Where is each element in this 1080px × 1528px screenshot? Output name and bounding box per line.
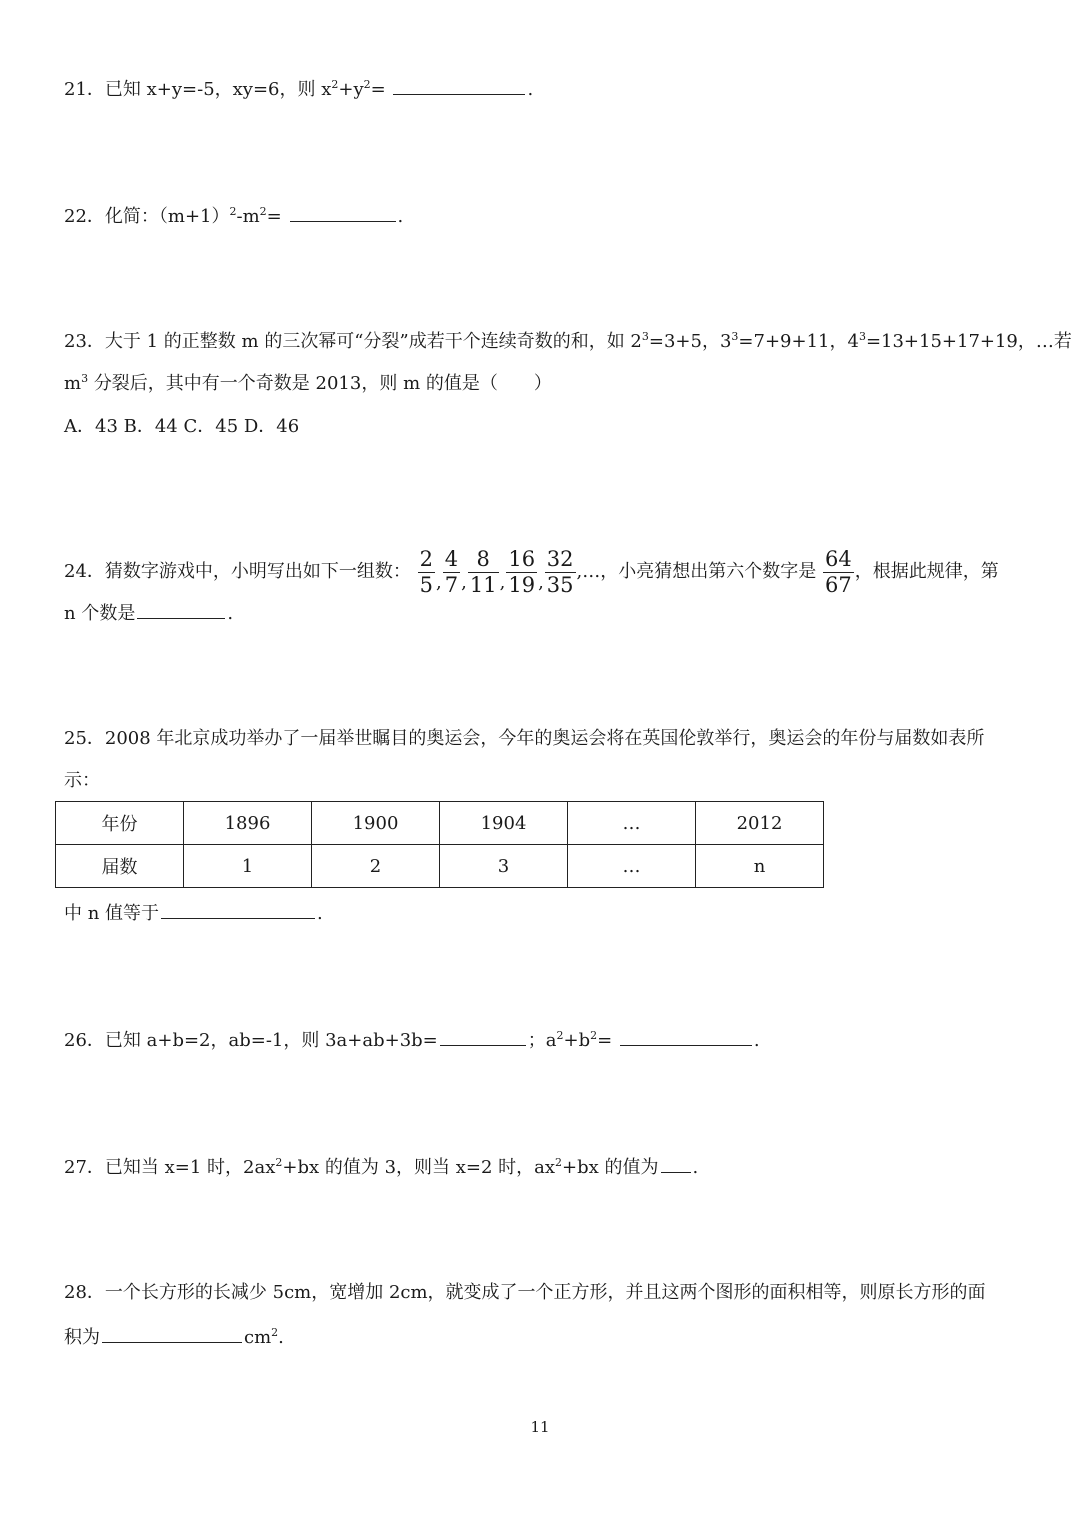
question-22 (64, 203, 403, 229)
table-cell: … (568, 845, 696, 888)
question-text: 大于 1 的正整数 m 的三次幂可“分裂”成若干个连续奇数的和，如 2 (104, 331, 642, 352)
superscript: 3 (641, 330, 649, 343)
question-text: ，根据此规律，第 (854, 561, 999, 582)
question-23 (64, 330, 1072, 354)
table-row (56, 845, 824, 888)
denominator: 7 (444, 572, 459, 597)
question-text: +b (563, 1030, 591, 1051)
sixth-fraction (823, 547, 854, 598)
fraction (545, 547, 576, 598)
superscript: 2 (275, 1156, 283, 1169)
olympics-table (55, 801, 824, 888)
question-25 (64, 727, 984, 751)
question-23-options: A．43 B．44 C．45 D．46 (64, 416, 300, 437)
question-28-line-2 (64, 1324, 284, 1350)
table-row (56, 802, 824, 845)
table-cell: 年份 (56, 802, 184, 845)
question-text: = (266, 206, 282, 227)
superscript: 2 (331, 78, 339, 91)
question-text: 已知 a+b=2，ab=-1，则 3a+ab+3b= (104, 1030, 438, 1051)
table-cell: … (568, 802, 696, 845)
superscript: 2 (271, 1326, 279, 1339)
question-number: 27． (64, 1157, 105, 1178)
numerator: 2 (419, 546, 434, 571)
question-number: 26． (64, 1030, 105, 1051)
period: . (317, 903, 323, 924)
period: . (527, 79, 534, 100)
answer-blank[interactable] (440, 1027, 526, 1046)
question-text: = (597, 1030, 613, 1051)
answer-blank[interactable] (393, 76, 525, 95)
question-text: 已知当 x=1 时，2ax (104, 1157, 276, 1178)
answer-blank[interactable] (620, 1027, 752, 1046)
question-text: n 个数是 (64, 603, 136, 624)
question-text: 中 n 值等于 (64, 903, 160, 924)
question-text: =3+5，3 (648, 331, 732, 352)
table-cell: 1904 (440, 802, 568, 845)
question-text: 已知 x+y=-5，xy=6，则 x (104, 79, 332, 100)
question-text: -m (236, 206, 260, 227)
superscript: 2 (556, 1029, 564, 1042)
superscript: 2 (555, 1156, 563, 1169)
answer-blank[interactable] (661, 1154, 691, 1173)
period: . (692, 1157, 699, 1178)
fraction (443, 547, 460, 598)
ellipsis: ,…， (576, 561, 619, 582)
superscript: 2 (259, 205, 267, 218)
answer-blank[interactable] (102, 1324, 242, 1343)
question-text: 积为 (64, 1327, 100, 1348)
denominator: 35 (546, 572, 574, 597)
question-21 (64, 76, 533, 102)
page-number: 11 (530, 1418, 550, 1436)
question-text: 化简：（m+1） (104, 206, 230, 227)
question-text: =13+15+17+19，…若 (865, 331, 1072, 352)
period: . (397, 206, 404, 227)
period: . (753, 1030, 760, 1051)
superscript: 2 (229, 205, 237, 218)
question-text: 2008 年北京成功举办了一届举世瞩目的奥运会，今年的奥运会将在英国伦敦举行，奥运会的年份与届数如表所 (104, 728, 985, 749)
question-27 (64, 1154, 698, 1180)
question-text: 分裂后，其中有一个奇数是 2013，则 m 的值是（ ） (93, 373, 552, 394)
fraction (468, 547, 499, 598)
question-25-line-2: 示： (64, 770, 100, 791)
question-text: +y (338, 79, 364, 100)
question-number: 21． (64, 79, 105, 100)
denominator: 67 (825, 572, 852, 597)
period: . (278, 1327, 284, 1348)
question-24: 24．猜数字游戏中，小明写出如下一组数： $\frac{2}{5}$ , $\frac{4}{7}$ , $\frac{8}{11}$ , $\frac{16}{19}$ , $\frac{32}{35}$ ,…，小亮猜想出第六个数字是 $\frac{64}{67}$ ，根据此规律，第 (64, 546, 999, 597)
question-text: 猜数字游戏中，小明写出如下一组数： (104, 561, 411, 582)
superscript: 3 (858, 330, 866, 343)
numerator: 16 (508, 546, 536, 571)
numerator: 4 (444, 546, 459, 571)
question-28 (64, 1281, 986, 1305)
question-25-after-table (64, 900, 323, 926)
fraction (418, 547, 435, 598)
denominator: 11 (469, 572, 497, 597)
question-text: 一个长方形的长减少 5cm，宽增加 2cm，就变成了一个正方形，并且这两个图形的面积相等，则原长方形的面 (104, 1282, 986, 1303)
question-23-line-2 (64, 372, 552, 396)
numerator: 8 (468, 547, 499, 573)
question-number: 28． (64, 1282, 105, 1303)
question-text: ；a (527, 1030, 557, 1051)
fraction (506, 547, 537, 598)
table-cell: 3 (440, 845, 568, 888)
question-24-line-2 (64, 600, 233, 626)
question-text: +bx 的值为 (562, 1157, 659, 1178)
table-cell: 2012 (696, 802, 824, 845)
answer-blank[interactable] (161, 900, 315, 919)
superscript: 2 (363, 78, 371, 91)
table-cell: 2 (312, 845, 440, 888)
table-cell: 1900 (312, 802, 440, 845)
numerator: 64 (825, 546, 852, 571)
question-text: +bx 的值为 3，则当 x=2 时，ax (282, 1157, 556, 1178)
table-cell: n (696, 845, 824, 888)
question-text: = (370, 79, 386, 100)
answer-blank[interactable] (290, 203, 396, 222)
denominator: 19 (508, 572, 536, 597)
superscript: 3 (731, 330, 739, 343)
question-number: 25． (64, 728, 105, 749)
superscript: 2 (590, 1029, 598, 1042)
question-number: 24． (64, 561, 105, 582)
unit: cm (244, 1327, 272, 1348)
table-cell: 1896 (184, 802, 312, 845)
numerator: 32 (546, 546, 574, 571)
question-number: 23． (64, 331, 105, 352)
question-text: m (64, 373, 82, 394)
table-cell: 届数 (56, 845, 184, 888)
question-number: 22． (64, 206, 105, 227)
denominator: 5 (419, 572, 434, 597)
question-text: =7+9+11，4 (738, 331, 859, 352)
table-cell: 1 (184, 845, 312, 888)
question-text: 小亮猜想出第六个数字是 (618, 561, 817, 582)
question-26 (64, 1027, 760, 1053)
superscript: 3 (81, 372, 89, 385)
period: . (227, 603, 234, 624)
answer-blank[interactable] (137, 600, 225, 619)
